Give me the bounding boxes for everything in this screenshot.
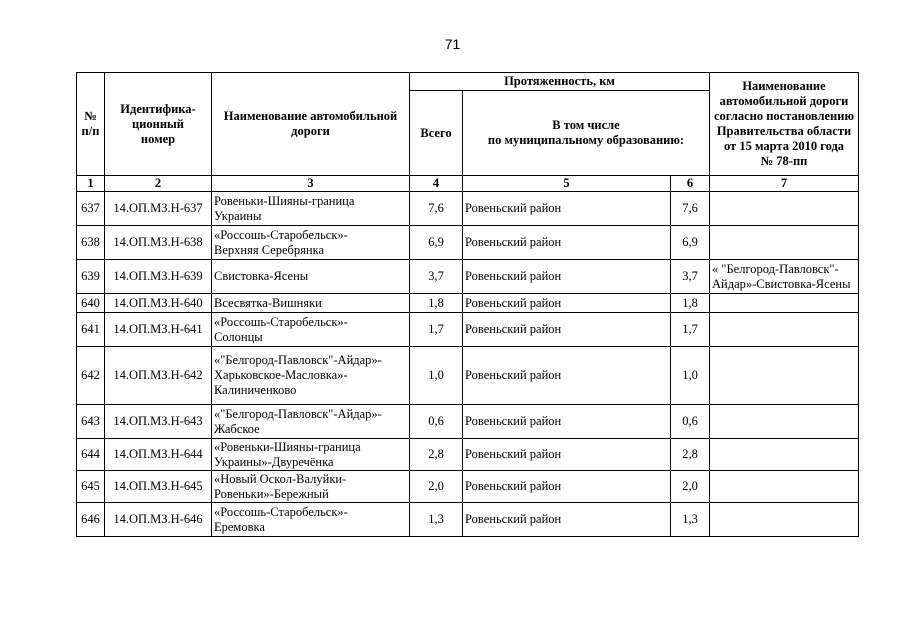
header-including: В том числе по муниципальному образованию:	[463, 91, 710, 176]
header-total: Всего	[410, 91, 463, 176]
header-length-group: Протяженность, км	[410, 73, 710, 91]
length-total: 1,0	[410, 347, 463, 405]
road-identifier: 14.ОП.МЗ.Н-644	[105, 439, 212, 471]
length-total: 6,9	[410, 226, 463, 260]
row-number: 638	[77, 226, 105, 260]
length-municipal: 2,8	[671, 439, 710, 471]
table-row	[77, 192, 859, 226]
road-identifier: 14.ОП.МЗ.Н-638	[105, 226, 212, 260]
col-number: 1	[77, 176, 105, 192]
road-identifier: 14.ОП.МЗ.Н-641	[105, 313, 212, 347]
road-name: Ровеньки-Шияны-граница Украины	[212, 192, 410, 226]
col-number: 7	[710, 176, 859, 192]
gov-road-name	[710, 471, 859, 503]
page-number: 71	[444, 36, 461, 52]
length-municipal: 1,8	[671, 294, 710, 313]
municipality: Ровеньский район	[463, 471, 671, 503]
road-name: «Новый Оскол-Валуйки- Ровеньки»-Бережный	[212, 471, 410, 503]
municipality: Ровеньский район	[463, 405, 671, 439]
table-row	[77, 439, 859, 471]
table-row	[77, 471, 859, 503]
length-total: 0,6	[410, 405, 463, 439]
road-name: «Россошь-Старобельск»- Еремовка	[212, 503, 410, 537]
length-total: 1,8	[410, 294, 463, 313]
road-name: Свистовка-Ясены	[212, 260, 410, 294]
municipality: Ровеньский район	[463, 192, 671, 226]
length-municipal: 1,0	[671, 347, 710, 405]
length-total: 2,0	[410, 471, 463, 503]
road-identifier: 14.ОП.МЗ.Н-639	[105, 260, 212, 294]
road-name: «Россошь-Старобельск»- Верхняя Серебрянка	[212, 226, 410, 260]
municipality: Ровеньский район	[463, 347, 671, 405]
row-number: 640	[77, 294, 105, 313]
col-number: 6	[671, 176, 710, 192]
length-municipal: 1,7	[671, 313, 710, 347]
gov-road-name	[710, 439, 859, 471]
col-number: 2	[105, 176, 212, 192]
length-municipal: 3,7	[671, 260, 710, 294]
table-row	[77, 313, 859, 347]
road-name: «Россошь-Старобельск»- Солонцы	[212, 313, 410, 347]
municipality: Ровеньский район	[463, 313, 671, 347]
road-identifier: 14.ОП.МЗ.Н-646	[105, 503, 212, 537]
gov-road-name	[710, 405, 859, 439]
row-number: 646	[77, 503, 105, 537]
row-number: 639	[77, 260, 105, 294]
road-name: «Ровеньки-Шияны-граница Украины»-Двуречёнка	[212, 439, 410, 471]
municipality: Ровеньский район	[463, 294, 671, 313]
col-number: 5	[463, 176, 671, 192]
row-number: 643	[77, 405, 105, 439]
col-number: 3	[212, 176, 410, 192]
road-identifier: 14.ОП.МЗ.Н-643	[105, 405, 212, 439]
road-identifier: 14.ОП.МЗ.Н-640	[105, 294, 212, 313]
table-row	[77, 347, 859, 405]
header-gov-name: Наименование автомобильной дороги согласно постановлению Правительства области от 15 марта 2010 года № 78-пп	[710, 73, 859, 176]
table-row	[77, 405, 859, 439]
length-total: 1,7	[410, 313, 463, 347]
header-road-name: Наименование автомобильной дороги	[212, 73, 410, 176]
roads-table	[76, 72, 859, 537]
header-num: № п/п	[77, 73, 105, 176]
length-municipal: 0,6	[671, 405, 710, 439]
col-number: 4	[410, 176, 463, 192]
table-row	[77, 294, 859, 313]
municipality: Ровеньский район	[463, 503, 671, 537]
row-number: 645	[77, 471, 105, 503]
table-row	[77, 226, 859, 260]
length-municipal: 1,3	[671, 503, 710, 537]
row-number: 642	[77, 347, 105, 405]
road-identifier: 14.ОП.МЗ.Н-637	[105, 192, 212, 226]
municipality: Ровеньский район	[463, 260, 671, 294]
road-name: «"Белгород-Павловск"-Айдар»- Жабское	[212, 405, 410, 439]
municipality: Ровеньский район	[463, 439, 671, 471]
gov-road-name	[710, 226, 859, 260]
length-municipal: 2,0	[671, 471, 710, 503]
length-total: 1,3	[410, 503, 463, 537]
municipality: Ровеньский район	[463, 226, 671, 260]
row-number: 644	[77, 439, 105, 471]
road-identifier: 14.ОП.МЗ.Н-645	[105, 471, 212, 503]
length-municipal: 6,9	[671, 226, 710, 260]
length-total: 3,7	[410, 260, 463, 294]
row-number: 641	[77, 313, 105, 347]
length-municipal: 7,6	[671, 192, 710, 226]
column-numbers-row	[77, 176, 859, 192]
length-total: 2,8	[410, 439, 463, 471]
gov-road-name	[710, 294, 859, 313]
table-row	[77, 503, 859, 537]
header-id: Идентифика- ционный номер	[105, 73, 212, 176]
road-name: Всесвятка-Вишняки	[212, 294, 410, 313]
length-total: 7,6	[410, 192, 463, 226]
gov-road-name	[710, 347, 859, 405]
table-row	[77, 260, 859, 294]
road-identifier: 14.ОП.МЗ.Н-642	[105, 347, 212, 405]
gov-road-name	[710, 192, 859, 226]
row-number: 637	[77, 192, 105, 226]
gov-road-name	[710, 503, 859, 537]
gov-road-name	[710, 313, 859, 347]
gov-road-name: « "Белгород-Павловск"- Айдар»-Свистовка-Ясены	[710, 260, 859, 294]
road-name: «"Белгород-Павловск"-Айдар»- Харьковское-Масловка»- Калиниченково	[212, 347, 410, 405]
